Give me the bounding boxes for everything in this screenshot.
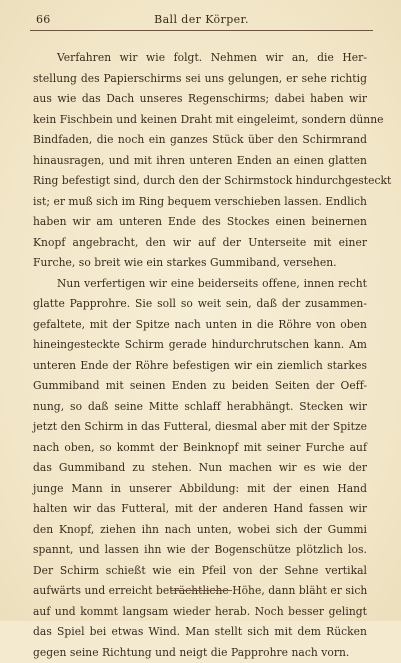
text-line: unteren Ende der Röhre befestigen wir ein ziemlich starkes: [33, 356, 367, 377]
page-number: 66: [36, 13, 51, 26]
text-line: das Gummiband zu stehen. Nun machen wir es wie der: [33, 458, 367, 479]
body-text: [33, 48, 367, 663]
text-line: junge Mann in unserer Abbildung: mit der einen Hand: [33, 479, 367, 500]
text-line: Der Schirm schießt wie ein Pfeil von der Sehne vertikal: [33, 561, 367, 582]
running-title: Ball der Körper.: [30, 13, 373, 26]
text-line: Bindfaden, die noch ein ganzes Stück über den Schirmrand: [33, 130, 367, 151]
text-line: auf und kommt langsam wieder herab. Noch besser gelingt: [33, 602, 367, 623]
text-line: Furche, so breit wie ein starkes Gummiband, versehen.: [33, 253, 367, 274]
text-line: glatte Papprohre. Sie soll so weit sein, daß der zusammen-: [33, 294, 367, 315]
text-line: Gummiband mit seinen Enden zu beiden Seiten der Oeff-: [33, 376, 367, 397]
page-header: [30, 10, 373, 30]
text-line: den Knopf, ziehen ihn nach unten, wobei sich der Gummi: [33, 520, 367, 541]
text-line: kein Fischbein und keinen Draht mit eingeleimt, sondern dünne: [33, 110, 367, 131]
text-line: spannt, und lassen ihn wie der Bogenschütze plötzlich los.: [33, 540, 367, 561]
text-line: Ring befestigt sind, durch den der Schirmstock hindurchgesteckt: [33, 171, 367, 192]
text-line: ist; er muß sich im Ring bequem verschieben lassen. Endlich: [33, 192, 367, 213]
text-line: aufwärts und erreicht beträchtliche Höhe, dann bläht er sich: [33, 581, 367, 602]
text-line: Nun verfertigen wir eine beiderseits offene, innen recht: [33, 274, 367, 295]
text-line: das Spiel bei etwas Wind. Man stellt sich mit dem Rücken: [33, 622, 367, 643]
text-line: halten wir das Futteral, mit der anderen Hand fassen wir: [33, 499, 367, 520]
text-line: hineingesteckte Schirm gerade hindurchrutschen kann. Am: [33, 335, 367, 356]
paragraph: [33, 274, 367, 663]
header-rule: [30, 30, 373, 31]
text-line: gefaltete, mit der Spitze nach unten in die Röhre von oben: [33, 315, 367, 336]
paragraph: [33, 48, 367, 274]
text-line: aus wie das Dach unseres Regenschirms; dabei haben wir: [33, 89, 367, 110]
text-line: Verfahren wir wie folgt. Nehmen wir an, die Her-: [33, 48, 367, 69]
text-line: jetzt den Schirm in das Futteral, diesmal aber mit der Spitze: [33, 417, 367, 438]
text-line: nung, so daß seine Mitte schlaff herabhängt. Stecken wir: [33, 397, 367, 418]
text-line: stellung des Papierschirms sei uns gelungen, er sehe richtig: [33, 69, 367, 90]
text-line: gegen seine Richtung und neigt die Papprohre nach vorn.: [33, 643, 367, 663]
text-line: hinausragen, und mit ihren unteren Enden an einen glatten: [33, 151, 367, 172]
text-line: nach oben, so kommt der Beinknopf mit seiner Furche auf: [33, 438, 367, 459]
text-line: haben wir am unteren Ende des Stockes einen beinernen: [33, 212, 367, 233]
footer-rule: [170, 590, 232, 591]
text-line: Knopf angebracht, den wir auf der Unterseite mit einer: [33, 233, 367, 254]
